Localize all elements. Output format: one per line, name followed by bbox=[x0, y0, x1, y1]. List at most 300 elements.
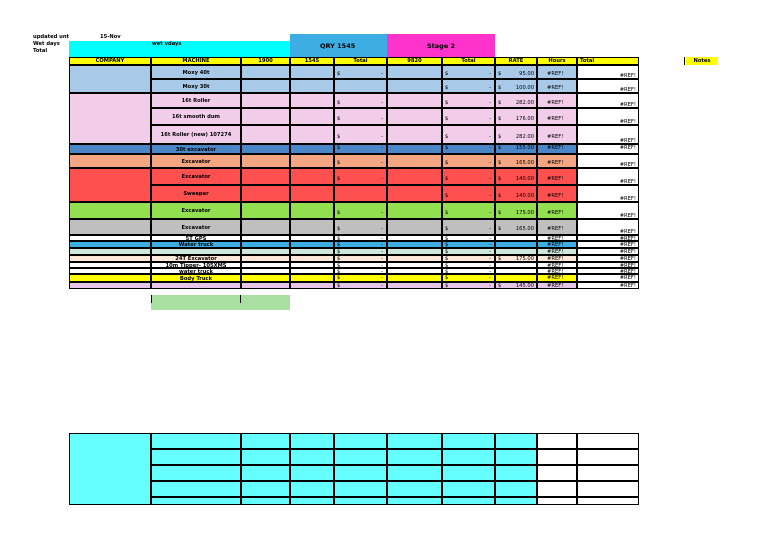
currency-symbol: $ bbox=[337, 236, 341, 241]
currency-symbol: $ bbox=[445, 263, 449, 268]
total-ref-error: #REF! bbox=[619, 283, 636, 289]
qty-1545-cell[interactable] bbox=[290, 255, 334, 262]
total-stage-cell bbox=[442, 154, 495, 168]
currency-symbol: $ bbox=[498, 193, 502, 199]
dash-value: - bbox=[381, 275, 383, 281]
rate-cell[interactable] bbox=[495, 168, 537, 185]
hours-cell bbox=[537, 65, 577, 79]
company-cell bbox=[69, 168, 151, 202]
qty-1545-cell[interactable] bbox=[290, 282, 334, 289]
hours-ref-error: #REF! bbox=[547, 210, 564, 216]
bottom-grid-cell[interactable] bbox=[241, 433, 290, 449]
rate-cell[interactable] bbox=[495, 185, 537, 202]
total-ref-error: #REF! bbox=[619, 196, 636, 202]
qty-9820-cell[interactable] bbox=[387, 79, 442, 93]
bottom-grid-cell[interactable] bbox=[241, 497, 290, 505]
hours-cell bbox=[537, 202, 577, 219]
rate-cell[interactable] bbox=[495, 255, 537, 262]
machine-cell[interactable]: 16t Roller (new) 107274 bbox=[151, 125, 241, 144]
dash-value: - bbox=[489, 263, 491, 268]
company-cell bbox=[69, 241, 151, 248]
dash-value: - bbox=[489, 193, 491, 199]
qty-1545-cell[interactable] bbox=[290, 241, 334, 248]
currency-symbol: $ bbox=[337, 256, 341, 262]
currency-symbol: $ bbox=[445, 193, 449, 199]
total-stage-cell bbox=[442, 185, 495, 202]
qty-9820-cell[interactable] bbox=[387, 202, 442, 219]
hours-cell bbox=[537, 154, 577, 168]
header-total-2: Total bbox=[442, 57, 495, 65]
label-wet-days: Wet days bbox=[33, 41, 60, 47]
total-qry-cell bbox=[334, 202, 387, 219]
machine-cell[interactable]: 24T Excavator bbox=[151, 255, 241, 262]
qty-1900-cell[interactable] bbox=[241, 125, 290, 144]
currency-symbol: $ bbox=[498, 71, 502, 77]
currency-symbol: $ bbox=[445, 134, 449, 140]
dash-value: - bbox=[381, 145, 383, 151]
header-total-1: Total bbox=[334, 57, 387, 65]
header-hours: Hours bbox=[537, 57, 577, 65]
currency-symbol: $ bbox=[445, 145, 449, 151]
bottom-grid-cell[interactable] bbox=[290, 497, 334, 505]
hours-cell bbox=[537, 219, 577, 235]
total-cost-cell bbox=[577, 154, 639, 168]
bottom-grid-cell[interactable] bbox=[387, 449, 442, 465]
dash-value: - bbox=[381, 160, 383, 166]
currency-symbol: $ bbox=[445, 210, 449, 216]
hours-ref-error: #REF! bbox=[547, 145, 564, 151]
hours-cell bbox=[537, 255, 577, 262]
bottom-grid-cell[interactable] bbox=[290, 433, 334, 449]
rate-value: 140.00 bbox=[515, 193, 534, 199]
bottom-grid-cell[interactable] bbox=[442, 449, 495, 465]
bottom-grid-cell[interactable] bbox=[241, 481, 290, 497]
bottom-grid-cell[interactable] bbox=[577, 433, 639, 449]
bottom-grid-cell[interactable] bbox=[537, 497, 577, 505]
summary-green-block bbox=[151, 295, 290, 310]
bottom-grid-cell[interactable] bbox=[577, 465, 639, 481]
qty-1545-cell[interactable] bbox=[290, 185, 334, 202]
bottom-grid-cell[interactable] bbox=[334, 449, 387, 465]
hours-ref-error: #REF! bbox=[547, 242, 564, 248]
qty-9820-cell[interactable] bbox=[387, 168, 442, 185]
currency-symbol: $ bbox=[445, 100, 449, 106]
currency-symbol: $ bbox=[498, 116, 502, 122]
machine-cell[interactable]: Excavator bbox=[151, 202, 241, 219]
total-qry-cell bbox=[334, 274, 387, 282]
label-stage: Stage 2 bbox=[427, 42, 456, 50]
rate-value: 100.00 bbox=[515, 85, 534, 91]
qty-1545-cell[interactable] bbox=[290, 168, 334, 185]
hours-cell bbox=[537, 282, 577, 289]
bottom-grid-cell[interactable] bbox=[334, 481, 387, 497]
qty-9820-cell[interactable] bbox=[387, 255, 442, 262]
bottom-grid-cell[interactable] bbox=[495, 497, 537, 505]
hours-ref-error: #REF! bbox=[547, 160, 564, 166]
qty-9820-cell[interactable] bbox=[387, 282, 442, 289]
dash-value: - bbox=[489, 134, 491, 140]
bottom-grid-cell[interactable] bbox=[442, 497, 495, 505]
currency-symbol: $ bbox=[445, 242, 449, 248]
total-ref-error: #REF! bbox=[619, 236, 636, 241]
bottom-grid-cell[interactable] bbox=[537, 433, 577, 449]
rate-value: 282.00 bbox=[515, 134, 534, 140]
qty-1545-cell[interactable] bbox=[290, 248, 334, 255]
bottom-grid-cell[interactable] bbox=[387, 481, 442, 497]
dash-value: - bbox=[381, 210, 383, 216]
total-stage-cell bbox=[442, 219, 495, 235]
bottom-grid-cell[interactable] bbox=[241, 465, 290, 481]
bottom-grid-cell[interactable] bbox=[577, 449, 639, 465]
bottom-grid-cell[interactable] bbox=[334, 497, 387, 505]
dash-value: - bbox=[381, 249, 383, 255]
qty-1545-cell[interactable] bbox=[290, 154, 334, 168]
qty-9820-cell[interactable] bbox=[387, 248, 442, 255]
machine-cell[interactable]: 16t smooth dum bbox=[151, 108, 241, 125]
total-qry-cell bbox=[334, 241, 387, 248]
total-cost-cell bbox=[577, 202, 639, 219]
bottom-grid-cell[interactable] bbox=[151, 433, 241, 449]
total-qry-cell bbox=[334, 79, 387, 93]
machine-cell[interactable] bbox=[151, 248, 241, 255]
currency-symbol: $ bbox=[498, 160, 502, 166]
header-rate: RATE bbox=[495, 57, 537, 65]
qty-1545-cell[interactable] bbox=[290, 202, 334, 219]
qty-1900-cell[interactable] bbox=[241, 65, 290, 79]
dash-value: - bbox=[489, 249, 491, 255]
hours-cell bbox=[537, 248, 577, 255]
qty-1545-cell[interactable] bbox=[290, 93, 334, 108]
rate-value: 176.00 bbox=[515, 116, 534, 122]
bottom-grid-cell[interactable] bbox=[151, 481, 241, 497]
currency-symbol: $ bbox=[498, 210, 502, 216]
total-ref-error: #REF! bbox=[619, 119, 636, 125]
bottom-grid-cell[interactable] bbox=[334, 465, 387, 481]
rate-cell[interactable] bbox=[495, 202, 537, 219]
bottom-grid-cell[interactable] bbox=[151, 449, 241, 465]
bottom-grid-cell[interactable] bbox=[495, 465, 537, 481]
qty-9820-cell[interactable] bbox=[387, 274, 442, 282]
rate-cell[interactable] bbox=[495, 125, 537, 144]
qty-1900-cell[interactable] bbox=[241, 108, 290, 125]
dash-value: - bbox=[489, 236, 491, 241]
dash-value: - bbox=[381, 263, 383, 268]
dash-value: - bbox=[381, 100, 383, 106]
machine-cell[interactable]: Moxy 30t bbox=[151, 79, 241, 93]
hours-cell bbox=[537, 241, 577, 248]
company-cell bbox=[69, 144, 151, 154]
qty-1900-cell[interactable] bbox=[241, 274, 290, 282]
total-qry-cell bbox=[334, 219, 387, 235]
qty-1545-cell[interactable] bbox=[290, 79, 334, 93]
machine-cell[interactable]: Moxy 40t bbox=[151, 65, 241, 79]
header-9820: 9820 bbox=[387, 57, 442, 65]
bottom-grid-cell[interactable] bbox=[290, 481, 334, 497]
machine-cell[interactable]: 30t excavator bbox=[151, 144, 241, 154]
dash-value: - bbox=[381, 71, 383, 77]
total-cost-cell bbox=[577, 168, 639, 185]
bottom-grid-cell[interactable] bbox=[442, 465, 495, 481]
total-qry-cell bbox=[334, 154, 387, 168]
bottom-grid-cell[interactable] bbox=[537, 449, 577, 465]
qty-1900-cell[interactable] bbox=[241, 154, 290, 168]
rate-value: 95.00 bbox=[519, 71, 534, 77]
total-qry-cell bbox=[334, 282, 387, 289]
company-cell bbox=[69, 274, 151, 282]
qty-1545-cell[interactable] bbox=[290, 219, 334, 235]
label-updated-unt: updated unt bbox=[33, 34, 70, 40]
rate-cell[interactable] bbox=[495, 248, 537, 255]
dash-value: - bbox=[381, 283, 383, 289]
bottom-grid-cell[interactable] bbox=[290, 465, 334, 481]
qty-1900-cell[interactable] bbox=[241, 219, 290, 235]
qty-1900-cell[interactable] bbox=[241, 282, 290, 289]
bottom-grid-cell[interactable] bbox=[442, 433, 495, 449]
currency-symbol: $ bbox=[337, 263, 341, 268]
total-cost-cell bbox=[577, 65, 639, 79]
dash-value: - bbox=[489, 160, 491, 166]
company-cell bbox=[69, 65, 151, 93]
dash-value: - bbox=[489, 85, 491, 91]
dash-value: - bbox=[381, 116, 383, 122]
bottom-grid-cell[interactable] bbox=[495, 481, 537, 497]
company-cell bbox=[69, 219, 151, 235]
dash-value: - bbox=[381, 176, 383, 182]
total-ref-error: #REF! bbox=[619, 213, 636, 219]
dash-value: - bbox=[381, 134, 383, 140]
hours-ref-error: #REF! bbox=[547, 226, 564, 232]
hours-ref-error: #REF! bbox=[547, 193, 564, 199]
qty-9820-cell[interactable] bbox=[387, 241, 442, 248]
qty-9820-cell[interactable] bbox=[387, 93, 442, 108]
currency-symbol: $ bbox=[337, 100, 341, 106]
machine-cell[interactable]: 10m Tipper- 105XMS bbox=[151, 262, 241, 268]
currency-symbol: $ bbox=[337, 210, 341, 216]
company-cell bbox=[69, 154, 151, 168]
rate-cell[interactable] bbox=[495, 108, 537, 125]
machine-cell[interactable]: Excavator bbox=[151, 154, 241, 168]
hours-cell bbox=[537, 185, 577, 202]
qty-1900-cell[interactable] bbox=[241, 248, 290, 255]
currency-symbol: $ bbox=[498, 256, 502, 262]
hours-ref-error: #REF! bbox=[547, 269, 564, 274]
rate-cell[interactable] bbox=[495, 154, 537, 168]
bottom-grid-cell[interactable] bbox=[241, 449, 290, 465]
bottom-grid-cell[interactable] bbox=[577, 481, 639, 497]
dash-value: - bbox=[381, 242, 383, 248]
qty-9820-cell[interactable] bbox=[387, 154, 442, 168]
qty-1545-cell[interactable] bbox=[290, 108, 334, 125]
machine-cell[interactable]: Sweeper bbox=[151, 185, 241, 202]
machine-cell[interactable]: 16t Roller bbox=[151, 93, 241, 108]
hours-cell bbox=[537, 108, 577, 125]
machine-cell[interactable]: Water truck bbox=[151, 241, 241, 248]
total-cost-cell bbox=[577, 219, 639, 235]
total-qry-cell bbox=[334, 93, 387, 108]
rate-value: 282.00 bbox=[515, 100, 534, 106]
rate-cell[interactable] bbox=[495, 219, 537, 235]
currency-symbol: $ bbox=[337, 71, 341, 77]
header-machine: MACHINE bbox=[151, 57, 241, 65]
bottom-grid-cell[interactable] bbox=[290, 449, 334, 465]
total-cost-cell bbox=[577, 248, 639, 255]
machine-cell[interactable]: Excavator bbox=[151, 168, 241, 185]
qty-1900-cell[interactable] bbox=[241, 241, 290, 248]
total-ref-error: #REF! bbox=[619, 269, 636, 274]
qty-1900-cell[interactable] bbox=[241, 185, 290, 202]
currency-symbol: $ bbox=[337, 283, 341, 289]
bottom-grid-cell[interactable] bbox=[442, 481, 495, 497]
dash-value: - bbox=[381, 226, 383, 232]
qty-1545-cell[interactable] bbox=[290, 274, 334, 282]
label-updated-date: 15-Nov bbox=[100, 34, 121, 40]
qty-1545-cell[interactable] bbox=[290, 65, 334, 79]
rate-cell[interactable] bbox=[495, 93, 537, 108]
total-qry-cell bbox=[334, 248, 387, 255]
currency-symbol: $ bbox=[498, 176, 502, 182]
currency-symbol: $ bbox=[498, 134, 502, 140]
label-total: Total bbox=[33, 48, 48, 54]
dash-value: - bbox=[489, 145, 491, 151]
qty-9820-cell[interactable] bbox=[387, 65, 442, 79]
notes-label: Notes bbox=[686, 57, 718, 65]
qty-1900-cell[interactable] bbox=[241, 144, 290, 154]
currency-symbol: $ bbox=[445, 283, 449, 289]
total-stage-cell bbox=[442, 125, 495, 144]
total-ref-error: #REF! bbox=[619, 275, 636, 281]
header-company: COMPANY bbox=[69, 57, 151, 65]
dash-value: - bbox=[489, 100, 491, 106]
machine-cell[interactable]: water truck bbox=[151, 268, 241, 274]
currency-symbol: $ bbox=[337, 269, 341, 274]
qty-1900-cell[interactable] bbox=[241, 255, 290, 262]
rate-cell[interactable] bbox=[495, 65, 537, 79]
label-wet-vdays: wet vdays bbox=[152, 41, 182, 47]
total-ref-error: #REF! bbox=[619, 263, 636, 268]
hours-ref-error: #REF! bbox=[547, 71, 564, 77]
qty-9820-cell[interactable] bbox=[387, 219, 442, 235]
hours-ref-error: #REF! bbox=[547, 236, 564, 241]
bottom-grid-cell[interactable] bbox=[151, 497, 241, 505]
bottom-grid-cell[interactable] bbox=[495, 449, 537, 465]
qty-1545-cell[interactable] bbox=[290, 144, 334, 154]
qty-9820-cell[interactable] bbox=[387, 144, 442, 154]
machine-cell[interactable]: 5T GPS bbox=[151, 235, 241, 241]
currency-symbol: $ bbox=[498, 226, 502, 232]
rate-cell[interactable] bbox=[495, 241, 537, 248]
total-ref-error: #REF! bbox=[619, 242, 636, 248]
qty-9820-cell[interactable] bbox=[387, 108, 442, 125]
qty-1900-cell[interactable] bbox=[241, 79, 290, 93]
dash-value: - bbox=[489, 275, 491, 281]
hours-cell bbox=[537, 274, 577, 282]
qty-1900-cell[interactable] bbox=[241, 93, 290, 108]
total-cost-cell bbox=[577, 255, 639, 262]
machine-cell[interactable]: Body Truck bbox=[151, 274, 241, 282]
total-cost-cell bbox=[577, 282, 639, 289]
currency-symbol: $ bbox=[337, 249, 341, 255]
total-stage-cell bbox=[442, 274, 495, 282]
dash-value: - bbox=[489, 256, 491, 262]
total-cost-cell bbox=[577, 144, 639, 154]
rate-cell[interactable] bbox=[495, 274, 537, 282]
bottom-grid-cell[interactable] bbox=[387, 433, 442, 449]
currency-symbol: $ bbox=[498, 145, 502, 151]
machine-cell[interactable] bbox=[151, 282, 241, 289]
machine-cell[interactable]: Excavator bbox=[151, 219, 241, 235]
rate-cell[interactable] bbox=[495, 79, 537, 93]
qty-9820-cell[interactable] bbox=[387, 185, 442, 202]
currency-symbol: $ bbox=[337, 116, 341, 122]
dash-value: - bbox=[381, 256, 383, 262]
dash-value: - bbox=[489, 116, 491, 122]
hours-ref-error: #REF! bbox=[547, 256, 564, 262]
currency-symbol: $ bbox=[337, 176, 341, 182]
currency-symbol: $ bbox=[498, 283, 502, 289]
bottom-grid-cell[interactable] bbox=[537, 465, 577, 481]
bottom-grid-cell[interactable] bbox=[387, 465, 442, 481]
rate-cell[interactable] bbox=[495, 144, 537, 154]
bottom-grid-cell[interactable] bbox=[577, 497, 639, 505]
total-stage-cell bbox=[442, 241, 495, 248]
bottom-grid-cell[interactable] bbox=[387, 497, 442, 505]
bottom-grid-cell[interactable] bbox=[334, 433, 387, 449]
total-cost-cell bbox=[577, 185, 639, 202]
dash-value: - bbox=[489, 226, 491, 232]
currency-symbol: $ bbox=[445, 236, 449, 241]
total-stage-cell bbox=[442, 168, 495, 185]
hours-cell bbox=[537, 79, 577, 93]
currency-symbol: $ bbox=[337, 275, 341, 281]
total-stage-cell bbox=[442, 282, 495, 289]
company-cell bbox=[69, 202, 151, 219]
dash-value: - bbox=[381, 269, 383, 274]
total-ref-error: #REF! bbox=[619, 138, 636, 144]
currency-symbol: $ bbox=[445, 160, 449, 166]
qty-9820-cell[interactable] bbox=[387, 125, 442, 144]
qty-1900-cell[interactable] bbox=[241, 202, 290, 219]
header-total-3: Total bbox=[577, 57, 639, 65]
total-stage-cell bbox=[442, 248, 495, 255]
currency-symbol: $ bbox=[445, 71, 449, 77]
bottom-grid-cell[interactable] bbox=[495, 433, 537, 449]
total-ref-error: #REF! bbox=[619, 229, 636, 235]
company-cell bbox=[69, 282, 151, 289]
summary-divider-2 bbox=[240, 295, 241, 303]
qty-1900-cell[interactable] bbox=[241, 168, 290, 185]
bottom-company-cell[interactable] bbox=[69, 433, 151, 505]
rate-cell[interactable] bbox=[495, 282, 537, 289]
hours-cell bbox=[537, 168, 577, 185]
company-cell bbox=[69, 255, 151, 262]
total-ref-error: #REF! bbox=[619, 102, 636, 108]
hours-ref-error: #REF! bbox=[547, 249, 564, 255]
total-stage-cell bbox=[442, 255, 495, 262]
bottom-grid-cell[interactable] bbox=[537, 481, 577, 497]
hours-ref-error: #REF! bbox=[547, 100, 564, 106]
company-cell bbox=[69, 93, 151, 144]
qty-1545-cell[interactable] bbox=[290, 125, 334, 144]
currency-symbol: $ bbox=[445, 85, 449, 91]
bottom-grid-cell[interactable] bbox=[151, 465, 241, 481]
header-1545: 1545 bbox=[290, 57, 334, 65]
currency-symbol: $ bbox=[445, 269, 449, 274]
hours-ref-error: #REF! bbox=[547, 263, 564, 268]
total-qry-cell bbox=[334, 168, 387, 185]
rate-value: 175.00 bbox=[515, 210, 534, 216]
rate-value: 145.00 bbox=[515, 283, 534, 289]
currency-symbol: $ bbox=[337, 226, 341, 232]
